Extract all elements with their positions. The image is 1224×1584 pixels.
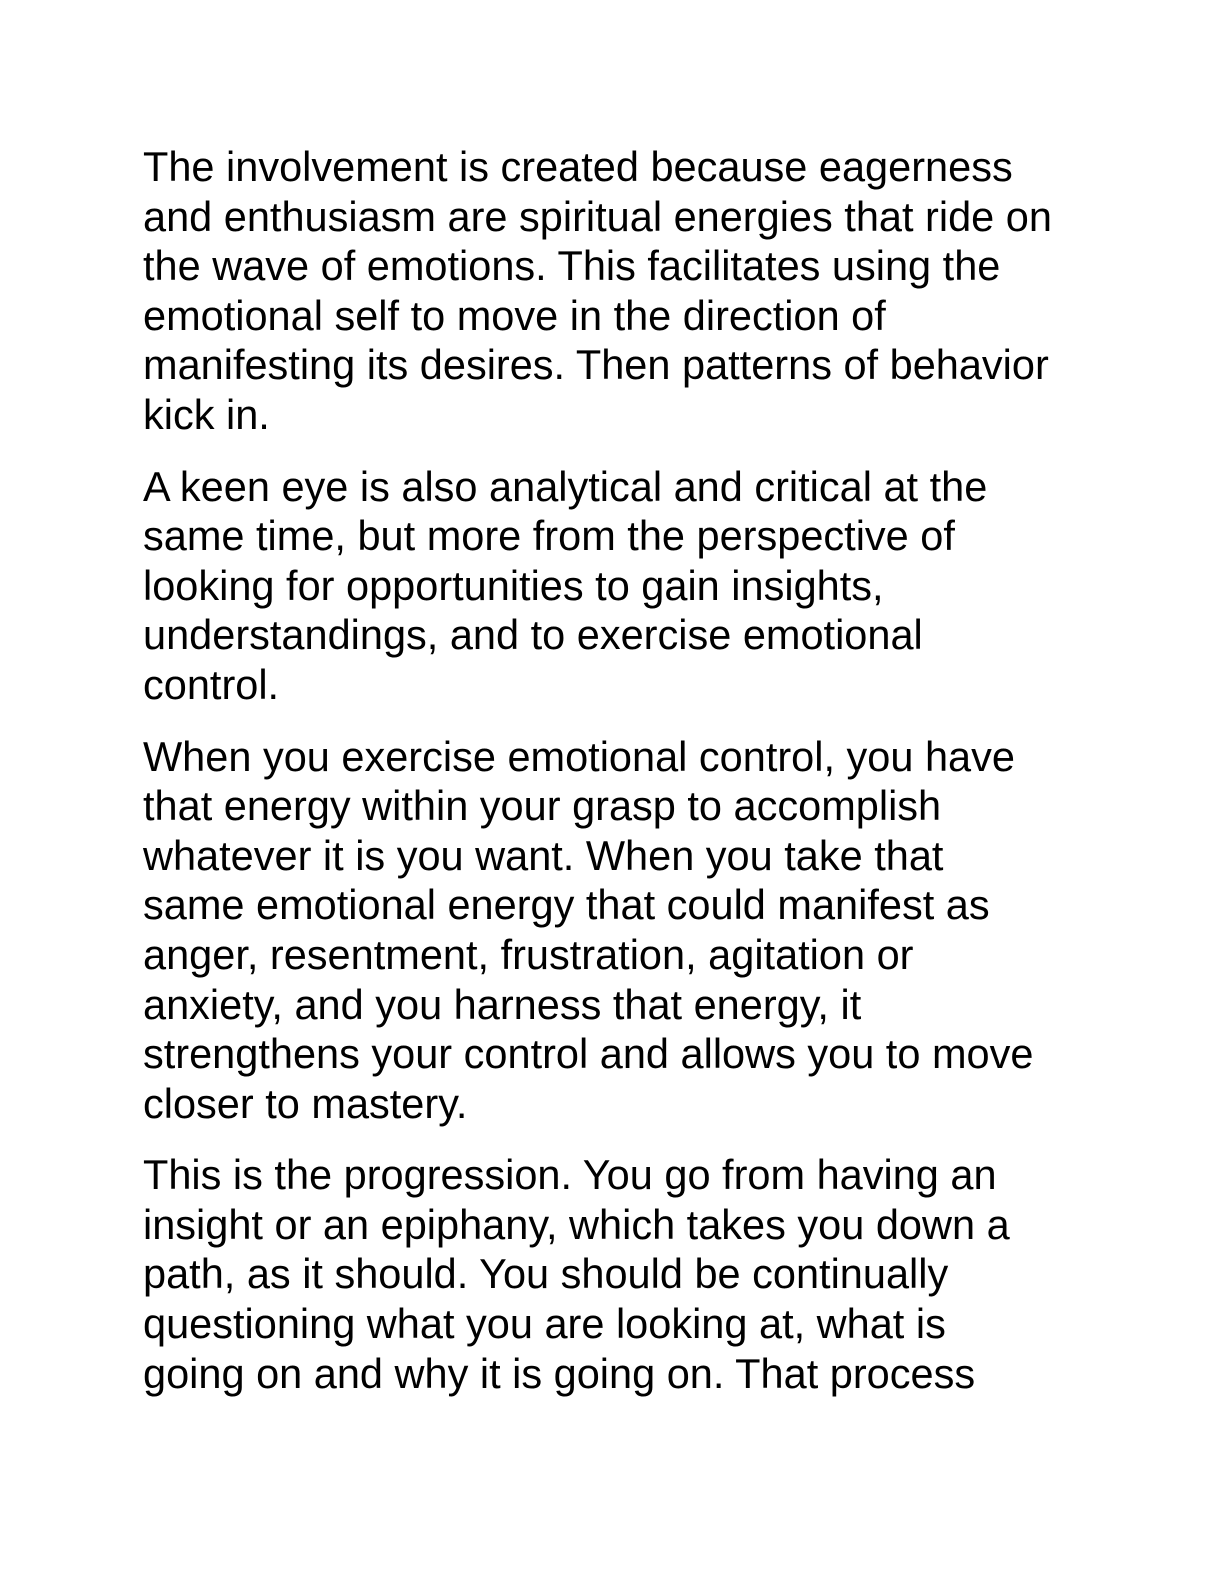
text-line: questioning what you are looking at, what is — [143, 1300, 946, 1348]
text-line: that energy within your grasp to accomplish — [143, 782, 942, 830]
paragraph-3 — [143, 732, 1083, 1129]
text-line: looking for opportunities to gain insights, — [143, 561, 884, 609]
text-line: the wave of emotions. This facilitates using the — [143, 242, 1001, 290]
text-line: kick in. — [143, 390, 270, 438]
paragraph-1 — [143, 142, 1083, 440]
text-line: same time, but more from the perspective of — [143, 512, 955, 560]
text-line: closer to mastery. — [143, 1079, 468, 1127]
text-line: A keen eye is also analytical and critical at the — [143, 462, 988, 510]
text-line: whatever it is you want. When you take that — [143, 831, 944, 879]
text-line: This is the progression. You go from having an — [143, 1151, 997, 1199]
text-line: understandings, and to exercise emotional — [143, 611, 923, 659]
body-text — [143, 142, 1083, 1420]
text-line: same emotional energy that could manifest as — [143, 881, 990, 929]
text-line: path, as it should. You should be continually — [143, 1250, 949, 1298]
text-line: emotional self to move in the direction of — [143, 291, 886, 339]
text-line: manifesting its desires. Then patterns of behavior — [143, 341, 1049, 389]
paragraph-4 — [143, 1150, 1083, 1398]
text-line: anxiety, and you harness that energy, it — [143, 980, 862, 1028]
text-line: strengthens your control and allows you to move — [143, 1030, 1034, 1078]
paragraph-2 — [143, 462, 1083, 710]
text-line: control. — [143, 660, 280, 708]
text-line: When you exercise emotional control, you have — [143, 732, 1015, 780]
text-line: anger, resentment, frustration, agitation or — [143, 930, 914, 978]
text-line: and enthusiasm are spiritual energies that ride on — [143, 192, 1052, 240]
text-line: insight or an epiphany, which takes you down a — [143, 1200, 1010, 1248]
text-line: The involvement is created because eagerness — [143, 143, 1013, 190]
text-line: going on and why it is going on. That process — [143, 1349, 976, 1397]
